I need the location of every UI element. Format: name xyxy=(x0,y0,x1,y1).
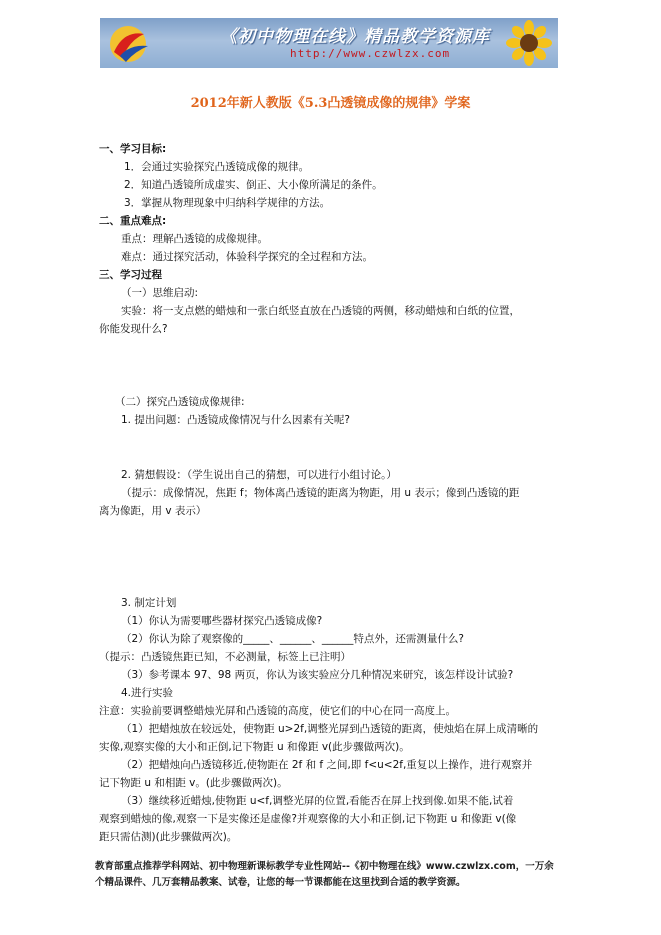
sunflower-icon xyxy=(502,20,556,66)
text-line: （二）探究凸透镜成像规律: xyxy=(115,396,245,408)
text-line: （2）把蜡烛向凸透镜移近,使物距在 2f 和 f 之间,即 f<u<2f,重复以上操作，进行观察并 xyxy=(121,759,533,771)
text-line: （提示：凸透镜焦距已知，不必测量，标签上已注明） xyxy=(99,651,351,663)
header-banner[interactable] xyxy=(100,18,558,68)
text-line: 离为像距，用 v 表示） xyxy=(99,505,207,517)
footer-line: 个精品课件、几万套精品教案、试卷，让您的每一节课都能在这里找到合适的教学资源。 xyxy=(95,877,466,888)
text-line: 1．会通过实验探究凸透镜成像的规律。 xyxy=(124,161,310,173)
text-line: 距只需估测)(此步骤做两次)。 xyxy=(99,831,238,843)
text-line: （1）把蜡烛放在较远处，使物距 u>2f,调整光屏到凸透镜的距离，使烛焰在屏上成清晰的 xyxy=(121,723,539,735)
site-logo-icon xyxy=(104,22,154,64)
text-line: （3）继续移近蜡烛,使物距 u<f,调整光屏的位置,看能否在屏上找到像.如果不能,试着 xyxy=(121,795,514,807)
text-line: （3）参考课本 97、98 两页，你认为该实验应分几种情况来研究，该怎样设计试验? xyxy=(121,669,514,681)
text-line: 实验：将一支点燃的蜡烛和一张白纸竖直放在凸透镜的两侧，移动蜡烛和白纸的位置， xyxy=(121,305,520,317)
text-line: 4.进行实验 xyxy=(121,687,174,699)
text-line: （1）你认为需要哪些器材探究凸透镜成像? xyxy=(121,615,323,627)
section-heading: 三、学习过程 xyxy=(99,269,162,281)
text-line: （提示：成像情况，焦距 f；物体离凸透镜的距离为物距，用 u 表示；像到凸透镜的距 xyxy=(121,487,520,499)
section-heading: 一、学习目标: xyxy=(99,143,167,155)
banner-url[interactable]: http://www.czwlzx.com xyxy=(290,47,451,60)
text-line: （一）思维启动: xyxy=(121,287,199,299)
text-line: 重点：理解凸透镜的成像规律。 xyxy=(121,233,268,245)
text-line: 观察到蜡烛的像,观察一下是实像还是虚像?并观察像的大小和正倒,记下物距 u 和像距 v(像 xyxy=(99,813,517,825)
text-line: （2）你认为除了观察像的_____、______、______特点外，还需测量什么? xyxy=(121,633,465,645)
text-line: 注意：实验前要调整蜡烛光屏和凸透镜的高度，使它们的中心在同一高度上。 xyxy=(99,705,456,717)
page-title: 2012年新人教版《5.3凸透镜成像的规律》学案 xyxy=(190,96,471,111)
section-heading: 二、重点难点: xyxy=(99,215,167,227)
text-line: 2．知道凸透镜所成虚实、倒正、大小像所满足的条件。 xyxy=(124,179,383,191)
text-line: 难点：通过探究活动，体验科学探究的全过程和方法。 xyxy=(121,251,373,263)
text-line: 你能发现什么? xyxy=(99,323,168,335)
text-line: 实像,观察实像的大小和正倒,记下物距 u 和像距 v(此步骤做两次)。 xyxy=(99,741,410,753)
text-line: 2. 猜想假设：（学生说出自己的猜想，可以进行小组讨论。） xyxy=(121,469,397,481)
footer-line: 教育部重点推荐学科网站、初中物理新课标教学专业性网站--《初中物理在线》www.czwlzx.com，一万余 xyxy=(95,861,554,872)
banner-title: 《初中物理在线》精品教学资源库 xyxy=(220,27,490,47)
text-line: 记下物距 u 和相距 v。(此步骤做两次)。 xyxy=(99,777,288,789)
text-line: 3．掌握从物理现象中归纳科学规律的方法。 xyxy=(124,197,331,209)
text-line: 1. 提出问题：凸透镜成像情况与什么因素有关呢? xyxy=(121,414,350,426)
text-line: 3. 制定计划 xyxy=(121,597,177,609)
